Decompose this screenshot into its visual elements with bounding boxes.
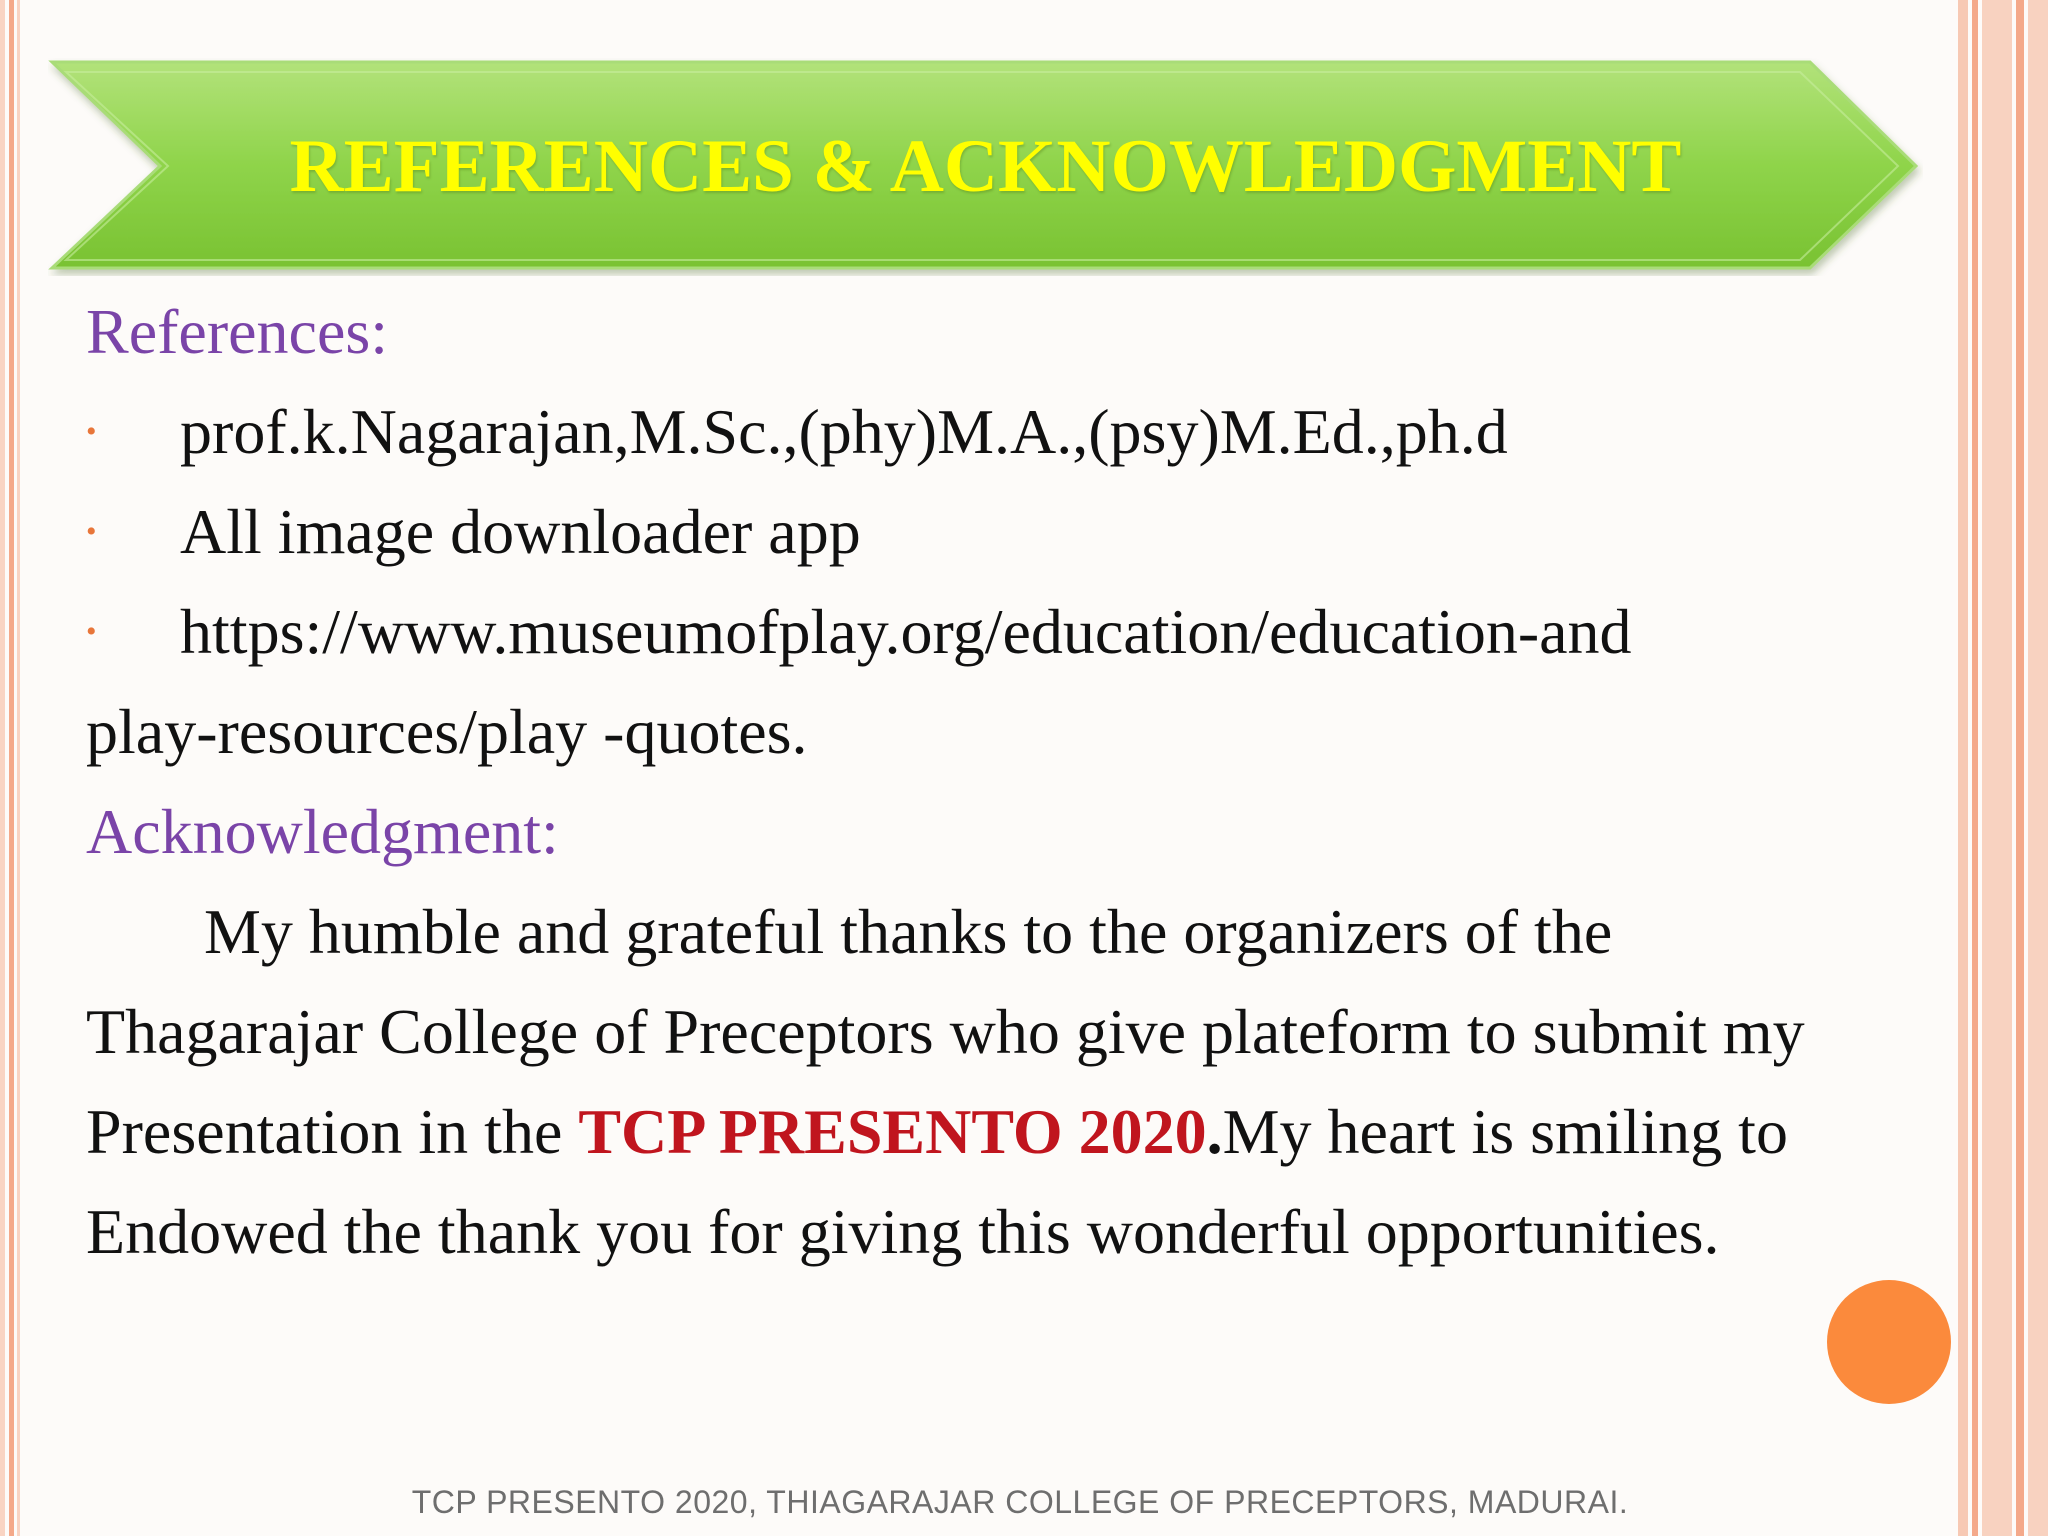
reference-text: All image downloader app [180, 496, 861, 567]
bullet-icon [86, 382, 116, 482]
reference-item [86, 482, 1946, 582]
bullet-icon [86, 582, 116, 682]
title-banner [48, 58, 1923, 276]
left-border-stripe [9, 0, 14, 1536]
event-name-highlight: TCP PRESENTO 2020 [578, 1096, 1207, 1167]
right-border-stripe [2016, 0, 2024, 1536]
acknowledgment-line: Endowed the thank you for giving this wonderful opportunities. [86, 1196, 1720, 1267]
bullet-icon [86, 482, 116, 582]
acknowledgment-line: My humble and grateful thanks to the organizers of the [204, 896, 1613, 967]
reference-item [86, 582, 1946, 682]
references-heading: References: [86, 296, 389, 367]
slide-body [86, 282, 1946, 1282]
acknowledgment-text: Presentation in the [86, 1096, 579, 1167]
acknowledgment-line [86, 1082, 1946, 1182]
reference-item [86, 382, 1946, 482]
right-border-stripe [2028, 0, 2048, 1536]
reference-link-continuation[interactable]: play-resources/play -quotes. [86, 696, 808, 767]
reference-text: prof.k.Nagarajan,M.Sc.,(phy)M.A.,(psy)M.Ed.,ph.d [180, 396, 1508, 467]
right-border-stripe [1972, 0, 1978, 1536]
right-border-stripe [1958, 0, 1968, 1536]
left-border-stripe [17, 0, 20, 1536]
right-border-stripe [1982, 0, 2012, 1536]
reference-link[interactable]: https://www.museumofplay.org/education/education-and [180, 596, 1632, 667]
left-border-stripe [0, 0, 5, 1536]
sentence-period: . [1206, 1096, 1223, 1167]
decorative-circle [1827, 1280, 1951, 1404]
acknowledgment-heading: Acknowledgment: [86, 796, 559, 867]
acknowledgment-line: Thagarajar College of Preceptors who give plateform to submit my [86, 996, 1805, 1067]
acknowledgment-text: My heart is smiling to [1222, 1096, 1788, 1167]
slide-title: REFERENCES & ACKNOWLEDGMENT [289, 125, 1682, 208]
slide-footer: TCP PRESENTO 2020, THIAGARAJAR COLLEGE OF PRECEPTORS, MADURAI. [411, 1484, 1629, 1520]
